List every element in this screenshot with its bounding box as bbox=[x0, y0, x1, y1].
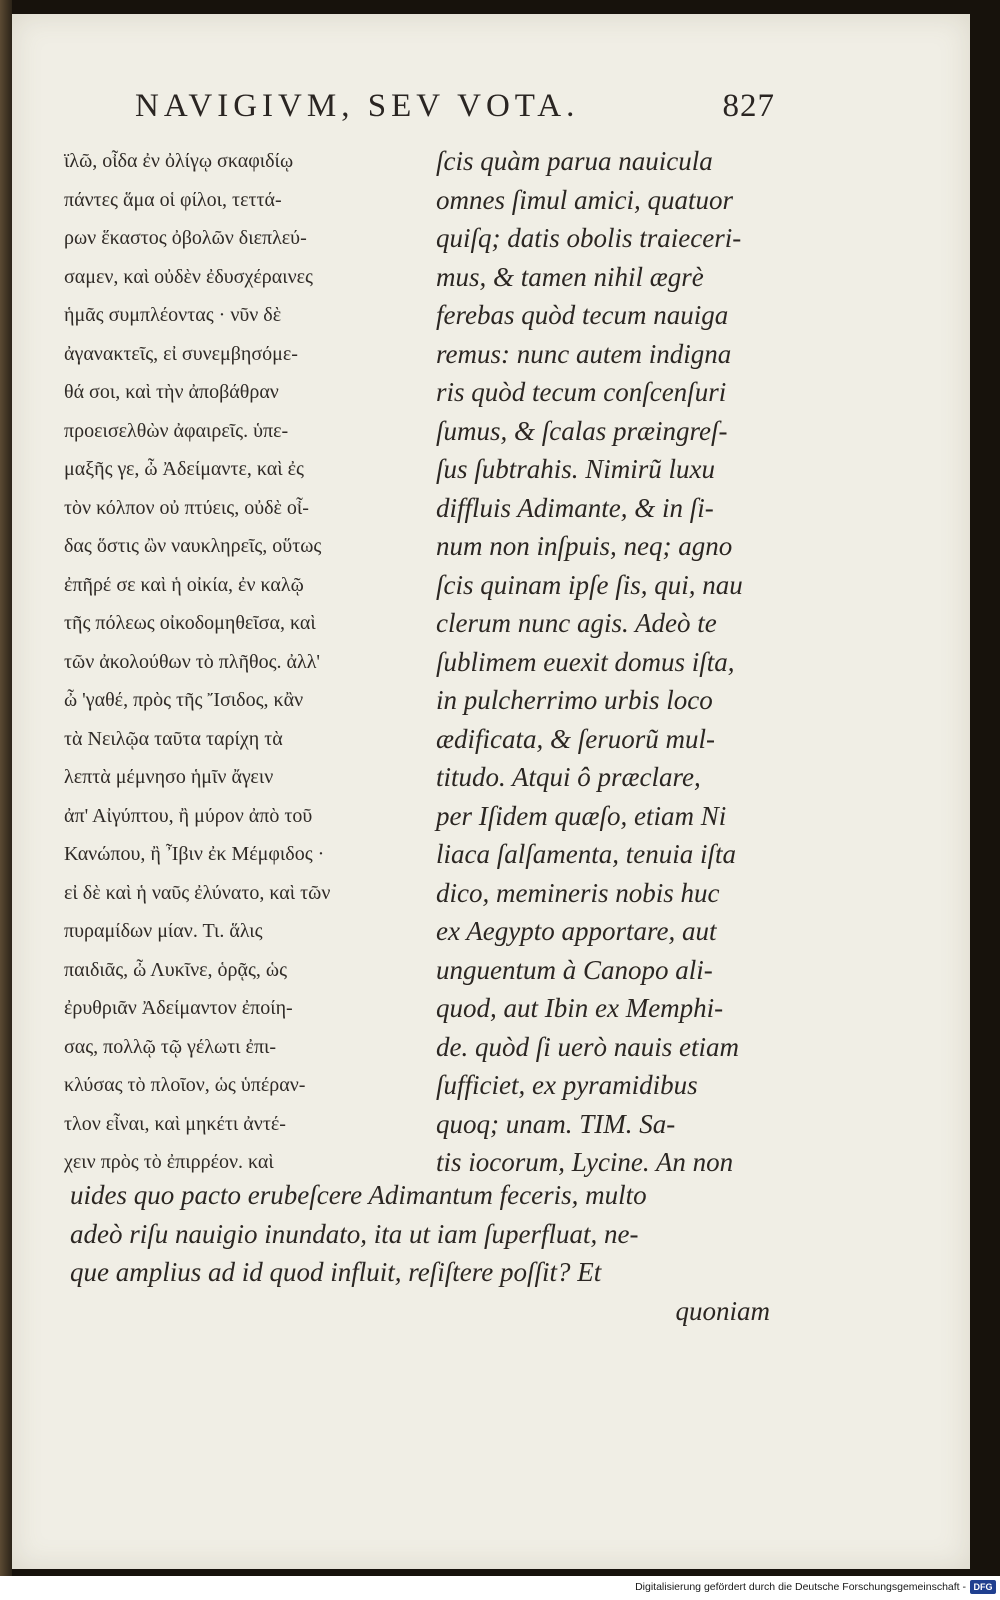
latin-text-line: ris quòd tecum conſcenſuri bbox=[436, 377, 727, 407]
greek-text-line: δας ὅστις ὢν ναυκληρεῖς, οὕτως bbox=[64, 535, 322, 557]
greek-text-line: τλον εἶναι, καὶ μηκέτι ἀντέ- bbox=[64, 1112, 286, 1135]
latin-text-line: quoq; unam. TIM. Sa- bbox=[436, 1108, 676, 1139]
latin-column bbox=[436, 142, 774, 1182]
book-spine bbox=[0, 0, 12, 1576]
greek-text-line: τὰ Νειλῷα ταῦτα ταρίχη τὰ bbox=[64, 727, 283, 750]
greek-text-line: σας, πολλῷ τῷ γέλωτι ἐπι- bbox=[64, 1035, 277, 1058]
full-width-text bbox=[70, 1176, 770, 1330]
latin-text-line: ex Aegypto apportare, aut bbox=[436, 916, 717, 946]
latin-text-line: liaca ſalſamenta, tenuia iſta bbox=[436, 839, 736, 869]
running-head-title: NAVIGIVM, SEV VOTA. bbox=[135, 88, 580, 124]
greek-text-line: σαμεν, καὶ οὐδὲν ἐδυσχέραινες bbox=[64, 265, 313, 288]
latin-text-line: ſcis quinam ipſe ſis, qui, nau bbox=[436, 569, 743, 600]
greek-text-line: Κανώπου, ἢ Ἶβιν ἐκ Μέμφιδος · bbox=[64, 843, 325, 865]
catchword: quoniam bbox=[675, 1295, 770, 1326]
latin-text-line: remus: nunc autem indigna bbox=[436, 338, 732, 369]
greek-text-line: πάντες ἅμα οἱ φίλοι, τεττά- bbox=[64, 188, 282, 211]
footer-bar bbox=[0, 1576, 1000, 1600]
greek-text-line: παιδιᾶς, ὦ Λυκῖνε, ὁρᾷς, ὡς bbox=[64, 958, 287, 981]
latin-text-line: ſcis quàm parua nauicula bbox=[436, 146, 713, 176]
greek-text-line: ὦ 'γαθέ, πρὸς τῆς Ἴσιδος, κἂν bbox=[64, 689, 304, 711]
latin-text-line: mus, & tamen nihil ægrè bbox=[436, 261, 704, 292]
greek-text-line: προεισελθὼν ἀφαιρεῖς. ὑπε- bbox=[64, 419, 289, 442]
greek-text-line: λεπτὰ μέμνησο ἡμῖν ἄγειν bbox=[64, 766, 274, 788]
latin-text-line: quiſq; datis obolis traieceri- bbox=[436, 223, 742, 253]
greek-text-line: χειν πρὸς τὸ ἐπιρρέον. καὶ bbox=[64, 1151, 274, 1173]
greek-text-line: μαξῆς γε, ὦ Ἀδείμαντε, καὶ ἐς bbox=[64, 458, 304, 480]
latin-text-line: unguentum à Canopo ali- bbox=[436, 954, 713, 985]
latin-text-line: ſumus, & ſcalas præingreſ- bbox=[436, 415, 728, 446]
latin-text-line: de. quòd ſi uerò nauis etiam bbox=[436, 1031, 739, 1062]
greek-text-line: κλύσας τὸ πλοῖον, ὡς ὑπέραν- bbox=[64, 1074, 306, 1096]
greek-text-line: πυραμίδων μίαν. Τι. ἅλις bbox=[64, 920, 263, 942]
greek-text-line: ἀγανακτεῖς, εἰ συνεμβησόμε- bbox=[64, 342, 298, 365]
latin-text-line: clerum nunc agis. Adeò te bbox=[436, 608, 717, 638]
latin-text-line: quod, aut Ibin ex Memphi- bbox=[436, 993, 724, 1023]
greek-column bbox=[64, 142, 404, 1182]
latin-text-line: per Iſidem quæſo, etiam Ni bbox=[436, 800, 727, 831]
latin-text-line: dico, memineris nobis huc bbox=[436, 877, 720, 908]
latin-text-line: ferebas quòd tecum nauiga bbox=[436, 300, 729, 330]
greek-text-line: θά σοι, καὶ τὴν ἀποβάθραν bbox=[64, 381, 279, 403]
latin-text-line: que amplius ad id quod influit, reſiſtere poſſit? Et bbox=[70, 1257, 602, 1287]
latin-text-line: uides quo pacto erubeſcere Adimantum feceris, multo bbox=[70, 1180, 647, 1210]
greek-text-line: τῆς πόλεως οἰκοδομηθεῖσα, καὶ bbox=[64, 612, 316, 634]
greek-text-line: ἡμᾶς συμπλέοντας · νῦν δὲ bbox=[64, 304, 282, 326]
latin-text-line: ſufficiet, ex pyramidibus bbox=[436, 1070, 698, 1100]
greek-text-line: εἰ δὲ καὶ ἡ ναῦς ἐλύνατο, καὶ τῶν bbox=[64, 881, 331, 904]
greek-text-line: ἐπῆρέ σε καὶ ἡ οἰκία, ἐν καλῷ bbox=[64, 573, 304, 596]
dfg-logo: DFG bbox=[970, 1580, 996, 1594]
latin-text-line: ædificata, & ſeruorũ mul- bbox=[436, 723, 715, 754]
page-number: 827 bbox=[722, 88, 775, 124]
running-head bbox=[135, 88, 775, 138]
latin-text-line: ſublimem euexit domus iſta, bbox=[436, 646, 735, 677]
greek-text-line: τὸν κόλπον οὐ πτύεις, οὐδὲ οἶ- bbox=[64, 496, 309, 519]
latin-text-line: titudo. Atqui ô præclare, bbox=[436, 762, 701, 792]
greek-text-line: ἐρυθριᾶν Ἀδείμαντον ἐποίη- bbox=[64, 997, 293, 1019]
footer-credit: Digitalisierung gefördert durch die Deutsche Forschungsgemeinschaft - bbox=[635, 1581, 966, 1593]
latin-text-line: adeò riſu nauigio inundato, ita ut iam ſuperfluat, ne- bbox=[70, 1218, 639, 1249]
latin-text-line: omnes ſimul amici, quatuor bbox=[436, 184, 733, 215]
greek-text-line: τῶν ἀκολούθων τὸ πλῆθος. ἀλλ' bbox=[64, 650, 321, 673]
latin-text-line: num non inſpuis, neq; agno bbox=[436, 531, 733, 561]
latin-text-line: ſus ſubtrahis. Nimirũ luxu bbox=[436, 454, 716, 484]
latin-text-line: diffluis Adimante, & in ſi- bbox=[436, 492, 714, 523]
greek-text-line: ρων ἕκαστος ὀβολῶν διεπλεύ- bbox=[64, 227, 307, 249]
latin-text-line: in pulcherrimo urbis loco bbox=[436, 685, 713, 715]
greek-text-line: ἀπ' Αἰγύπτου, ἢ μύρον ἀπὸ τοῦ bbox=[64, 804, 313, 827]
latin-text-line: tis iocorum, Lycine. An non bbox=[436, 1147, 734, 1177]
greek-text-line: ϊλῶ, οἶδα ἐν ὀλίγῳ σκαφιδίῳ bbox=[64, 150, 294, 172]
